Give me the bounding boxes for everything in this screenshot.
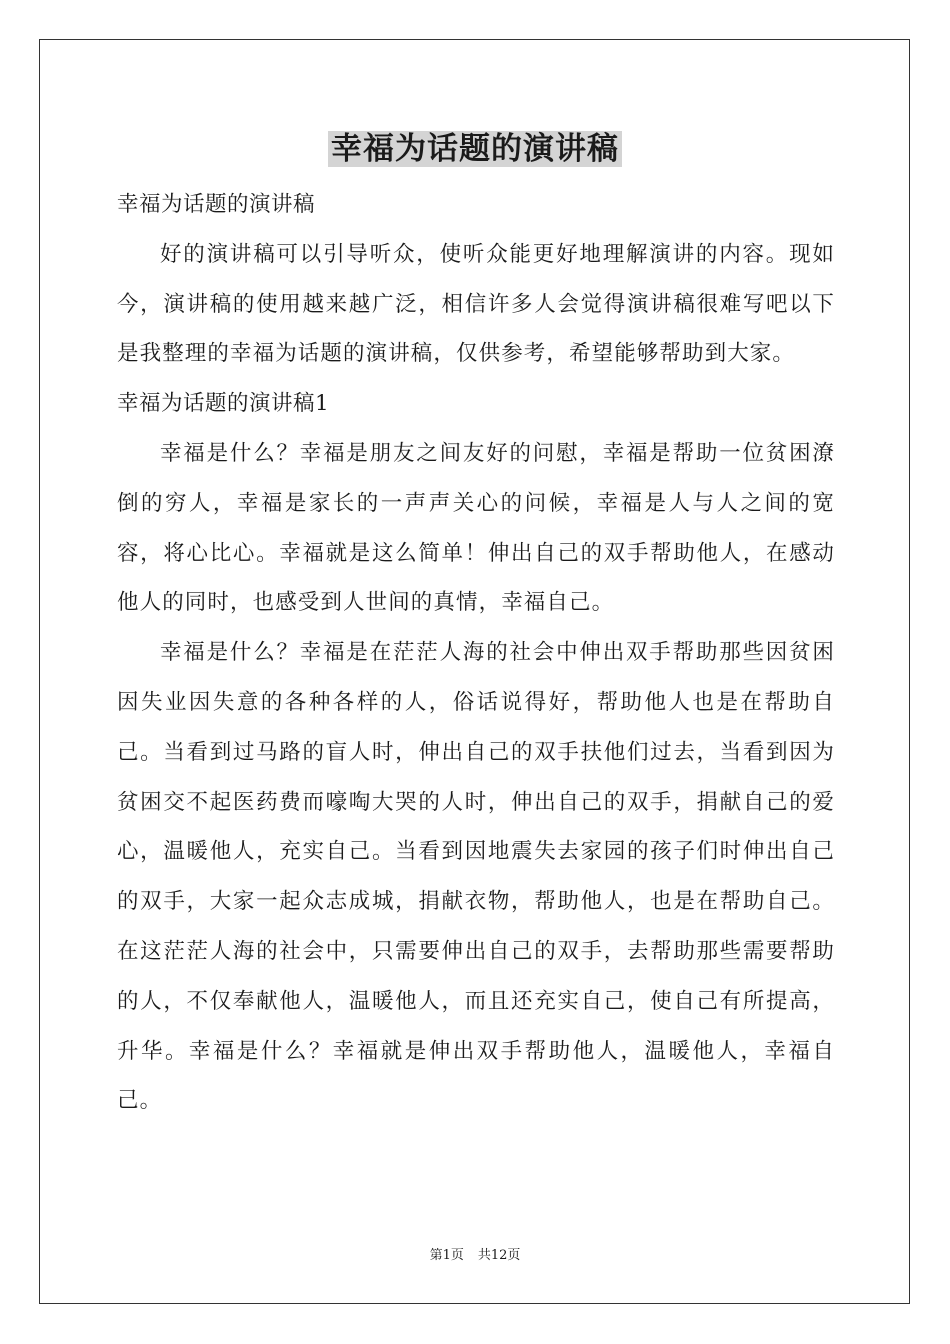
section-heading: 幸福为话题的演讲稿1 <box>117 391 330 417</box>
page-number-total: 共12页 <box>477 1248 521 1263</box>
document-body <box>117 180 835 1126</box>
page-number-current: 第1页 <box>429 1248 464 1263</box>
page-footer <box>0 1247 950 1265</box>
document-title <box>0 127 950 171</box>
body-paragraph-2: 幸福是什么？幸福是在茫茫人海的社会中伸出双手帮助那些因贫困因失业因失意的各种各样的人，俗话说得好，帮助他人也是在帮助自己。当看到过马路的盲人时，伸出自己的双手扶他们过去，当看到因为贫困交不起医药费而嚎啕大哭的人时，伸出自己的双手，捐献自己的爱心，温暖他人，充实自己。当看到因地震失去家园的孩子们时伸出自己的双手，大家一起众志成城，捐献衣物，帮助他人，也是在帮助自己。在这茫茫人海的社会中，只需要伸出自己的双手，去帮助那些需要帮助的人，不仅奉献他人，温暖他人，而且还充实自己，使自己有所提高，升华。幸福是什么？幸福就是伸出双手帮助他人，温暖他人，幸福自己。 <box>117 640 835 1114</box>
document-title-text: 幸福为话题的演讲稿 <box>328 131 622 167</box>
intro-paragraph: 好的演讲稿可以引导听众，使听众能更好地理解演讲的内容。现如今，演讲稿的使用越来越广泛，相信许多人会觉得演讲稿很难写吧以下是我整理的幸福为话题的演讲稿，仅供参考，希望能够帮助到大家。 <box>117 241 835 367</box>
document-subtitle: 幸福为话题的演讲稿 <box>117 192 316 217</box>
body-paragraph-1: 幸福是什么？幸福是朋友之间友好的问慰，幸福是帮助一位贫困潦倒的穷人，幸福是家长的一声声关心的问候，幸福是人与人之间的宽容，将心比心。幸福就是这么简单！伸出自己的双手帮助他人，在感动他人的同时，也感受到人世间的真情，幸福自己。 <box>117 440 835 616</box>
